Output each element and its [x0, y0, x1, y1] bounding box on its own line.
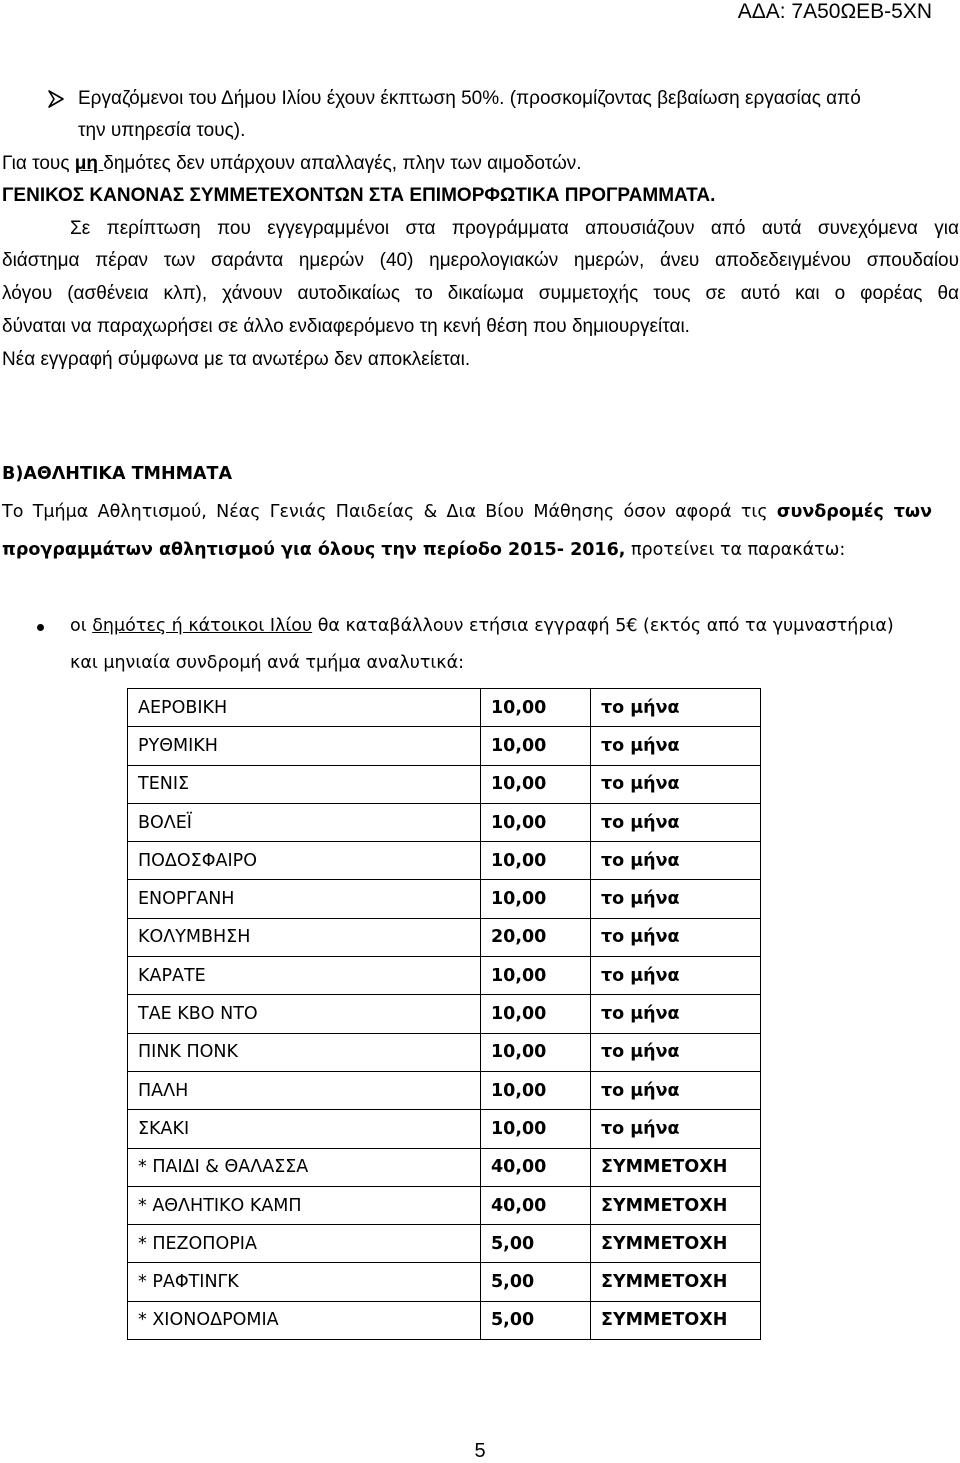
- fee-row: [128, 1110, 761, 1148]
- fee-row: [128, 842, 761, 880]
- rule-text-line1: Σε περίπτωση που εγγεγραμμένοι στα προγράμματα απουσιάζουν από αυτά συνεχόμενα για: [70, 218, 959, 239]
- section-b-intro-bold: συνδρομές των: [776, 502, 932, 522]
- employees-discount-line2: την υπηρεσία τους).: [78, 120, 246, 141]
- fee-note: το μήνα: [591, 803, 761, 841]
- fee-program-name: * ΠΕΖΟΠΟΡΙΑ: [128, 1225, 481, 1263]
- fee-amount: 5,00: [481, 1301, 591, 1339]
- bullet-dot-icon: [37, 624, 44, 631]
- fee-row: [128, 918, 761, 956]
- fee-amount: 5,00: [481, 1263, 591, 1301]
- rule-text-line2: διάστημα πέραν των σαράντα ημερών (40) ημερολογιακών ημερών, άνευ αποδεδειγμένου σπουδαίου: [2, 250, 959, 271]
- fees-table: [127, 688, 761, 1340]
- fee-row: [128, 1186, 761, 1224]
- fee-note: ΣΥΜΜΕΤΟΧΗ: [591, 1225, 761, 1263]
- fee-note: το μήνα: [591, 1110, 761, 1148]
- fee-program-name: ΚΟΛΥΜΒΗΣΗ: [128, 918, 481, 956]
- fee-amount: 10,00: [481, 957, 591, 995]
- fee-program-name: ΕΝΟΡΓΑΝΗ: [128, 880, 481, 918]
- fee-amount: 10,00: [481, 880, 591, 918]
- fee-program-name: ΒΟΛΕΪ: [128, 803, 481, 841]
- fee-amount: 10,00: [481, 995, 591, 1033]
- fee-program-name: ΚΑΡΑΤΕ: [128, 957, 481, 995]
- non-residents-text-post: δημότες δεν υπάρχουν απαλλαγές, πλην των αιμοδοτών.: [103, 153, 582, 174]
- fee-program-name: ΤΑΕ ΚΒΟ ΝΤΟ: [128, 995, 481, 1033]
- fee-amount: 20,00: [481, 918, 591, 956]
- fee-amount: 10,00: [481, 842, 591, 880]
- section-b-intro-line1: [2, 502, 932, 522]
- fee-amount: 10,00: [481, 1071, 591, 1109]
- residents-fee-line1: [70, 616, 894, 636]
- fee-amount: 5,00: [481, 1225, 591, 1263]
- fee-row: [128, 1033, 761, 1071]
- fee-row: [128, 803, 761, 841]
- non-residents-emphasis: μη: [74, 153, 104, 174]
- arrow-bullet-icon: [48, 90, 64, 108]
- fee-amount: 10,00: [481, 1110, 591, 1148]
- section-b-proposal-text: προτείνει τα παρακάτω:: [625, 540, 846, 560]
- non-residents-note: [2, 153, 582, 175]
- fee-row: [128, 957, 761, 995]
- fee-row: [128, 1148, 761, 1186]
- fee-row: [128, 880, 761, 918]
- fee-note: ΣΥΜΜΕΤΟΧΗ: [591, 1263, 761, 1301]
- fee-note: ΣΥΜΜΕΤΟΧΗ: [591, 1186, 761, 1224]
- page-number: 5: [474, 1440, 486, 1462]
- residents-underlined: δημότες ή κάτοικοι Ιλίου: [92, 616, 313, 636]
- fee-amount: 10,00: [481, 727, 591, 765]
- ada-code: ΑΔΑ: 7Α50ΩΕΒ-5ΧΝ: [737, 0, 932, 23]
- fee-row: [128, 727, 761, 765]
- fee-row: [128, 765, 761, 803]
- fee-amount: 10,00: [481, 803, 591, 841]
- fee-note: το μήνα: [591, 957, 761, 995]
- fee-amount: 10,00: [481, 765, 591, 803]
- fee-program-name: * ΧΙΟΝΟΔΡΟΜΙΑ: [128, 1301, 481, 1339]
- section-b-title: Β)ΑΘΛΗΤΙΚΑ ΤΜΗΜΑΤΑ: [2, 464, 233, 484]
- fee-note: το μήνα: [591, 842, 761, 880]
- residents-fee-line2: και μηνιαία συνδρομή ανά τμήμα αναλυτικά:: [70, 653, 465, 673]
- fee-note: το μήνα: [591, 765, 761, 803]
- section-b-intro-line2: [2, 540, 845, 560]
- fee-program-name: ΠΙΝΚ ΠΟΝΚ: [128, 1033, 481, 1071]
- fee-row: [128, 1071, 761, 1109]
- fee-amount: 10,00: [481, 1033, 591, 1071]
- fee-note: το μήνα: [591, 880, 761, 918]
- fee-amount: 40,00: [481, 1148, 591, 1186]
- fee-row: [128, 1263, 761, 1301]
- fee-row: [128, 995, 761, 1033]
- fee-note: το μήνα: [591, 689, 761, 727]
- fee-program-name: * ΡΑΦΤΙΝΓΚ: [128, 1263, 481, 1301]
- fee-row: [128, 1225, 761, 1263]
- rule-text-line5: Νέα εγγραφή σύμφωνα με τα ανωτέρω δεν αποκλείεται.: [2, 349, 471, 370]
- fee-program-name: ΤΕΝΙΣ: [128, 765, 481, 803]
- non-residents-text-pre: Για τους: [2, 153, 75, 174]
- fee-program-name: ΑΕΡΟΒΙΚΗ: [128, 689, 481, 727]
- fee-program-name: * ΠΑΙΔΙ & ΘΑΛΑΣΣΑ: [128, 1148, 481, 1186]
- residents-text-post: θα καταβάλλουν ετήσια εγγραφή 5€ (εκτός από τα γυμναστήρια): [312, 616, 894, 636]
- general-rule-heading: ΓΕΝΙΚΟΣ ΚΑΝΟΝΑΣ ΣΥΜΜΕΤΕΧΟΝΤΩΝ ΣΤΑ ΕΠΙΜΟΡΦΩΤΙΚΑ ΠΡΟΓΡΑΜΜΑΤΑ.: [2, 185, 716, 206]
- employees-discount-line1: Εργαζόμενοι του Δήμου Ιλίου έχουν έκπτωση 50%. (προσκομίζοντας βεβαίωση εργασίας από: [78, 88, 861, 109]
- fee-program-name: ΠΟΔΟΣΦΑΙΡΟ: [128, 842, 481, 880]
- fee-amount: 40,00: [481, 1186, 591, 1224]
- fee-amount: 10,00: [481, 689, 591, 727]
- fee-note: το μήνα: [591, 1033, 761, 1071]
- fee-row: [128, 1301, 761, 1339]
- section-b-intro-text: Το Τμήμα Αθλητισμού, Νέας Γενιάς Παιδείας & Δια Βίου Μάθησης όσον αφορά τις: [2, 502, 777, 522]
- fee-note: το μήνα: [591, 995, 761, 1033]
- fee-note: το μήνα: [591, 1071, 761, 1109]
- fee-note: το μήνα: [591, 918, 761, 956]
- residents-text-pre: οι: [70, 616, 93, 636]
- fee-row: [128, 689, 761, 727]
- rule-text-line4: δύναται να παραχωρήσει σε άλλο ενδιαφερόμενο τη κενή θέση που δημιουργείται.: [2, 316, 690, 337]
- rule-text-line3: λόγου (ασθένεια κλπ), χάνουν αυτοδικαίως το δικαίωμα συμμετοχής τους σε αυτό και ο φορέας θα: [2, 283, 959, 304]
- fee-program-name: ΣΚΑΚΙ: [128, 1110, 481, 1148]
- fee-note: ΣΥΜΜΕΤΟΧΗ: [591, 1148, 761, 1186]
- section-b-period-bold: προγραμμάτων αθλητισμού για όλους την περίοδο 2015- 2016,: [2, 540, 626, 560]
- fee-note: το μήνα: [591, 727, 761, 765]
- fee-program-name: * ΑΘΛΗΤΙΚΟ ΚΑΜΠ: [128, 1186, 481, 1224]
- fee-note: ΣΥΜΜΕΤΟΧΗ: [591, 1301, 761, 1339]
- fee-program-name: ΠΑΛΗ: [128, 1071, 481, 1109]
- fee-program-name: ΡΥΘΜΙΚΗ: [128, 727, 481, 765]
